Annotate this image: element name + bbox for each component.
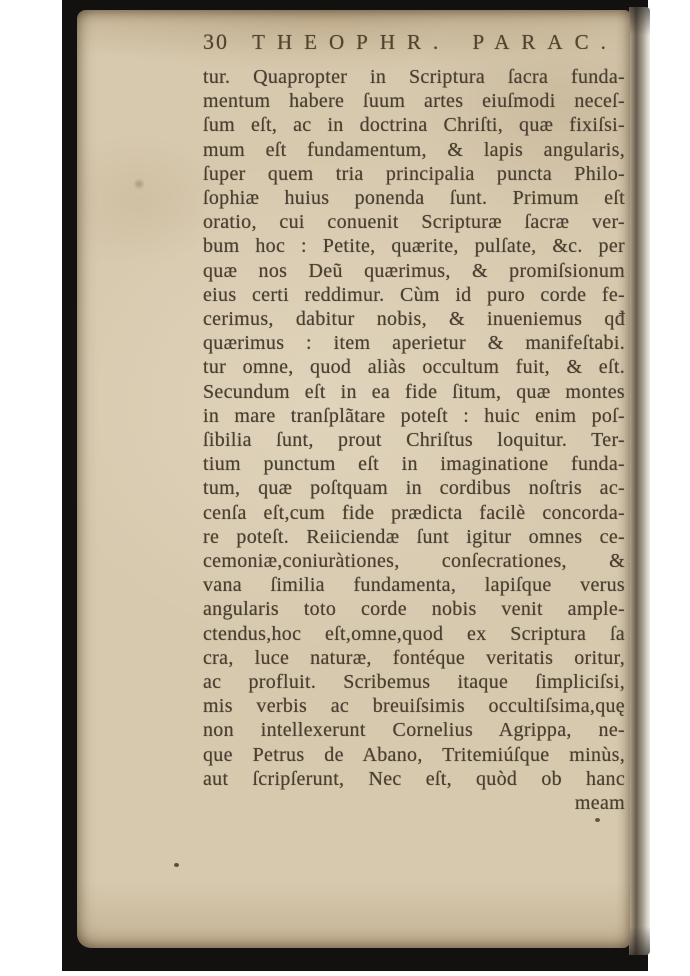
- text-line: eius certi reddimur. Cùm id puro corde fe-: [203, 283, 625, 306]
- text-line: ſibilia ſunt, prout Chriſtus loquitur. Ter-: [203, 429, 625, 452]
- text-line: mentum habere ſuum artes eiuſmodi neceſ-: [203, 90, 625, 113]
- text-line: quærimus : item aperietur & manifeſtabi.: [203, 332, 625, 355]
- page-number: 30: [203, 29, 229, 54]
- text-line: angularis toto corde nobis venit ample-: [203, 598, 625, 621]
- book-fore-edge: [629, 7, 650, 955]
- paper-speck: [595, 818, 600, 822]
- text-line: que Petrus de Abano, Tritemiúſque minùs,: [203, 743, 625, 766]
- text-line: mum eſt fundamentum, & lapis angularis,: [203, 138, 625, 161]
- text-line: ſuper quem tria principalia puncta Philo-: [203, 162, 625, 185]
- book-page: [77, 10, 630, 948]
- text-line: tur. Quapropter in Scriptura ſacra funda-: [203, 66, 625, 88]
- catchword: meam: [574, 792, 625, 815]
- text-line: cemoniæ,coniuràtiones, conſecrationes, &: [203, 550, 625, 573]
- text-line: oratio, cui conuenit Scripturæ ſacræ ver-: [203, 211, 625, 234]
- paper-speck: [174, 863, 179, 867]
- text-line: non intellexerunt Cornelius Agrippa, ne-: [203, 719, 625, 742]
- text-line: ac profluit. Scribemus itaque ſimpliciſsi,: [203, 671, 625, 694]
- paper-stain: [133, 178, 145, 190]
- running-title: THEOPHR. PARAC.: [252, 30, 618, 54]
- text-line: bum hoc : Petite, quærite, pulſate, &c. per: [203, 235, 625, 258]
- text-line: Secundum eſt in ea fide ſitum, quæ montes: [203, 380, 625, 403]
- text-line: quæ nos Deũ quærimus, & promiſsionum: [203, 259, 625, 282]
- text-line: mis verbis ac breuiſsimis occultiſsima,quę: [203, 695, 625, 718]
- text-line: ſophiæ huius ponenda ſunt. Primum eſt: [203, 187, 625, 210]
- body-text: [203, 65, 625, 815]
- scan-background: [62, 0, 648, 971]
- page-header: [203, 29, 625, 55]
- text-line: tum, quæ poſtquam in cordibus noſtris ac-: [203, 477, 625, 500]
- text-line: re poteſt. Reiiciendæ ſunt igitur omnes ce-: [203, 525, 625, 548]
- text-line: tur omne, quod aliàs occultum fuit, & eſt.: [203, 356, 625, 379]
- text-line: aut ſcripſerunt, Nec eſt, quòd ob hanc: [203, 767, 625, 790]
- text-line: in mare tranſplãtare poteſt : huic enim poſ-: [203, 404, 625, 427]
- text-line: vana ſimilia fundamenta, lapiſque verus: [203, 574, 625, 597]
- text-line: ſum eſt, ac in doctrina Chriſti, quæ fixiſsi-: [203, 114, 625, 137]
- text-line: cerimus, dabitur nobis, & inueniemus qđ: [203, 308, 625, 331]
- text-line: cra, luce naturæ, fontéque veritatis oritur,: [203, 646, 625, 669]
- text-line: cenſa eſt,cum fide prædicta facilè concorda-: [203, 501, 625, 524]
- text-line: ctendus,hoc eſt,omne,quod ex Scriptura ſa: [203, 622, 625, 645]
- text-line: tium punctum eſt in imaginatione funda-: [203, 453, 625, 476]
